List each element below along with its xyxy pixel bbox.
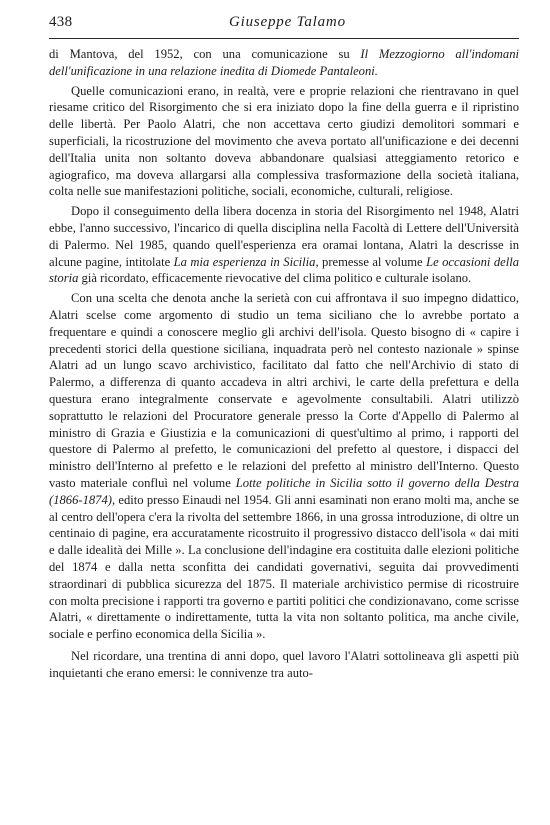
header-rule <box>49 38 519 39</box>
italic-title: Lotte politiche in Sicilia sotto il governo della Destra (1866-1874), <box>49 475 519 507</box>
page-number: 438 <box>49 14 73 30</box>
text-run: Nel ricordare, una trentina di anni dopo, quel lavoro l'Alatri sottolineava gli aspetti più inquietanti che erano emersi: le connivenze tra auto- <box>49 648 519 680</box>
text-run: Quelle comunicazioni erano, in realtà, vere e proprie relazioni che rientravano in quel riesame critico del Risorgimento che si era iniziato dopo la fine della guerra e il ripristino delle libertà. Per Paolo Alatri, che non accettava certo giudizi demolitori sommari e superficiali, la ricostruzione del movimento che aveva portato all'unificazione e dei decenni dell'Italia unita non soltanto doveva abbandonare qualsiasi atteggiamento retorico e agiografico, ma doveva allargarsi alla complessiva trasformazione della società italiana, colta nelle sue manifestazioni politiche, sociali, economiche, culturali, religiose. <box>49 83 519 199</box>
text-run: Dopo il conseguimento della libera docenza in storia del Risorgimento nel 1948, Alatri ebbe, l'anno successivo, l'incarico di quella disciplina nella Facoltà di Lettere dell'Università di Palermo. Nel 1985, quando quell'esperienza era oramai lontana, Alatri la descrisse in alcune pagine, intitolate <box>49 204 519 269</box>
body-text <box>49 46 519 681</box>
paragraph <box>49 203 519 287</box>
paragraph <box>49 46 519 80</box>
text-run: già ricordato, efficacemente rievocative del clima politico e culturale isolano. <box>78 271 472 286</box>
italic-title: Le occasioni della storia <box>49 254 520 286</box>
text-run: premesse al volume <box>318 254 427 269</box>
running-head: Giuseppe Talamo <box>229 14 346 30</box>
paragraph <box>49 290 519 643</box>
text-run: Con una scelta che denota anche la serietà con cui affrontava il suo impegno didattico, Alatri scelse come argomento di studio un tema siciliano che lo avrebbe portato a frequentare e quindi a conoscere meglio gli archivi dell'isola. Questo bisogno di « capire i precedenti storici della questione siciliana, inquadrata però nel contesto nazionale » spinse Alatri ad un lungo scavo archivistico, facilitato dal fatto che nell'Archivio di stato di Palermo, a differenza di quanto accadeva in altri archivi, le carte della prefettura e della questura erano integralmente conservate e agevolmente consultabili. Alatri utilizzò soprattutto le relazioni del Procuratore generale presso la Corte d'Appello di Palermo al ministro di Grazia e Giustizia e la comunicazioni di quest'ultimo al primo, i rapporti del questore di Palermo al prefetto, le comunicazioni del prefetto al questore, i dispacci del ministro dell'Interno al prefetto e le relazioni del prefetto al ministro dell'Interno. Questo vasto materiale confluì nel volume <box>49 291 519 490</box>
paragraph <box>49 83 519 201</box>
paragraph <box>49 648 519 682</box>
text-run: di Mantova, del 1952, con una comunicazione su <box>49 47 361 61</box>
italic-title: Il Mezzogiorno all'indomani dell'unificazione in una relazione inedita di Diomede Pantaleoni. <box>49 47 519 78</box>
page-header <box>49 12 519 34</box>
text-run: edito presso Einaudi nel 1954. Gli anni esaminati non erano molti ma, anche se al centro dell'opera c'era la rivolta del settembre 1866, in una grossa introduzione, di oltre un centinaio di pagine, era accuratamente ricostruito il progressivo distacco dell'isola « dai miti e dalle idealità dei Mille ». La conclusione dell'indagine era costituita dalle elezioni politiche del 1874 e dalla netta sconfitta dei candidati governativi, seguita dai provvedimenti straordinari di pubblica sicurezza del 1875. Il materiale archivistico permise di ricostruire con molta precisione i rapporti tra governo e partiti politici che condizionavano, come scrisse Alatri, « direttamente o indirettamente, tutta la vita non soltanto politica, ma anche civile, sociale e perfino economica della Sicilia ». <box>49 492 520 642</box>
italic-title: La mia esperienza in Sicilia, <box>173 254 319 269</box>
